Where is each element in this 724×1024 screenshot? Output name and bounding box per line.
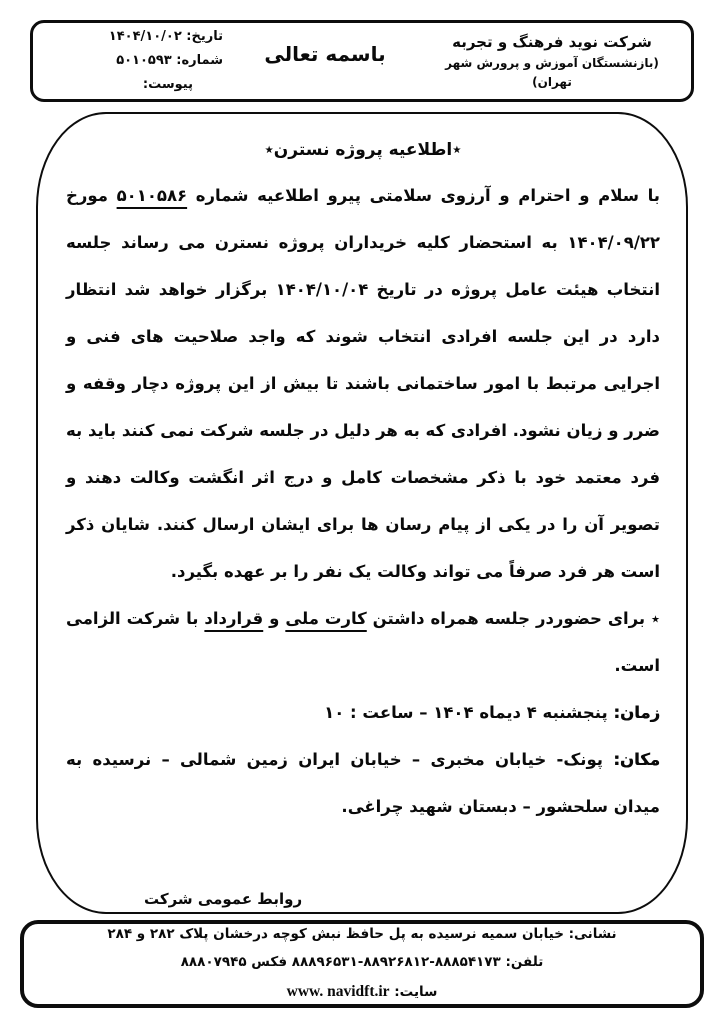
footer-address: نشانی: خیابان سمیه نرسیده به پل حافظ نبش کوچه درخشان پلاک ۲۸۲ و ۲۸۴ — [107, 925, 617, 942]
letter-date: تاریخ: ۱۴۰۴/۱۰/۰۲ — [108, 28, 223, 44]
footer-site — [287, 977, 438, 1007]
attendance-note: ٭ برای حضوردر جلسه همراه داشتن کارت ملی و قرارداد با شرکت الزامی است. — [66, 609, 660, 675]
footer-site-url: www. navidft.ir — [286, 983, 390, 1001]
time-line — [66, 689, 660, 736]
footer-box — [20, 920, 704, 1008]
letter-meta-block — [47, 25, 223, 97]
announcement-text — [66, 172, 660, 923]
place-label: مکان: — [613, 750, 660, 769]
company-subtitle: (بازنشستگان آموزش و پرورش شهر تهران) — [445, 56, 659, 89]
besmellah-text: باسمه تعالی — [264, 42, 386, 66]
company-name: شرکت نوید فرهنگ و تجربه — [452, 32, 652, 51]
footer-phone: تلفن: ۸۸۸۵۴۱۷۳-‏۸۸۹۲۶۸۱۲-‏۸۸۸۹۶۵۳۱ فکس ۸۸۸۰۷۹۴۵ — [180, 953, 544, 970]
place-value: پونک- خیابان مخبری – خیابان ایران زمین شمالی – نرسیده به میدان سلحشور – دبستان شهید چراغی. — [66, 750, 660, 816]
paragraph-main: با سلام و احترام و آرزوی سلامتی پیرو اطلاعیه شماره ۵۰۱۰۵۸۶ مورخ ۱۴۰۴/۰۹/۲۲ به استحضار کلیه خریداران پروژه نسترن می رساند جلسه انتخاب هیئت عامل پروژه در تاریخ ۱۴۰۴/۱۰/۰۴ برگزار خواهد شد انتظار دارد در این جلسه افرادی انتخاب شوند که واجد صلاحیت های فنی و اجرایی مرتبط با امور ساختمانی باشند تا بیش از این پروژه دچار وقفه و ضرر و زیان نشود. افرادی که به هر دلیل در جلسه شرکت نمی کنند باید به فرد معتمد خود با ذکر مشخصات کامل و درج اثر انگشت وکالت دهند و تصویر آن را در یکی از پیام رسان ها برای ایشان ارسال کنند. شایان ذکر است هر فرد صرفاً می تواند وکالت یک نفر را بر عهده بگیرد. — [66, 186, 660, 581]
time-value: پنجشنبه ۴ دیماه ۱۴۰۴ – ساعت : ۱۰ — [324, 703, 614, 722]
announcement-title: ٭اطلاعیه پروژه نسترن٭ — [264, 140, 462, 160]
company-block — [427, 31, 677, 91]
letter-number: شماره: ۵۰۱۰۵۹۳ — [116, 52, 223, 68]
place-line — [66, 736, 660, 830]
footer-site-label: سایت: — [389, 984, 438, 1001]
time-label: زمان: — [613, 703, 660, 722]
letter-attachment: پیوست: — [142, 77, 193, 93]
letter-body-box — [36, 112, 688, 914]
letterhead-box — [30, 20, 694, 102]
signature-public-relations: روابط عمومی شرکت — [144, 890, 303, 908]
